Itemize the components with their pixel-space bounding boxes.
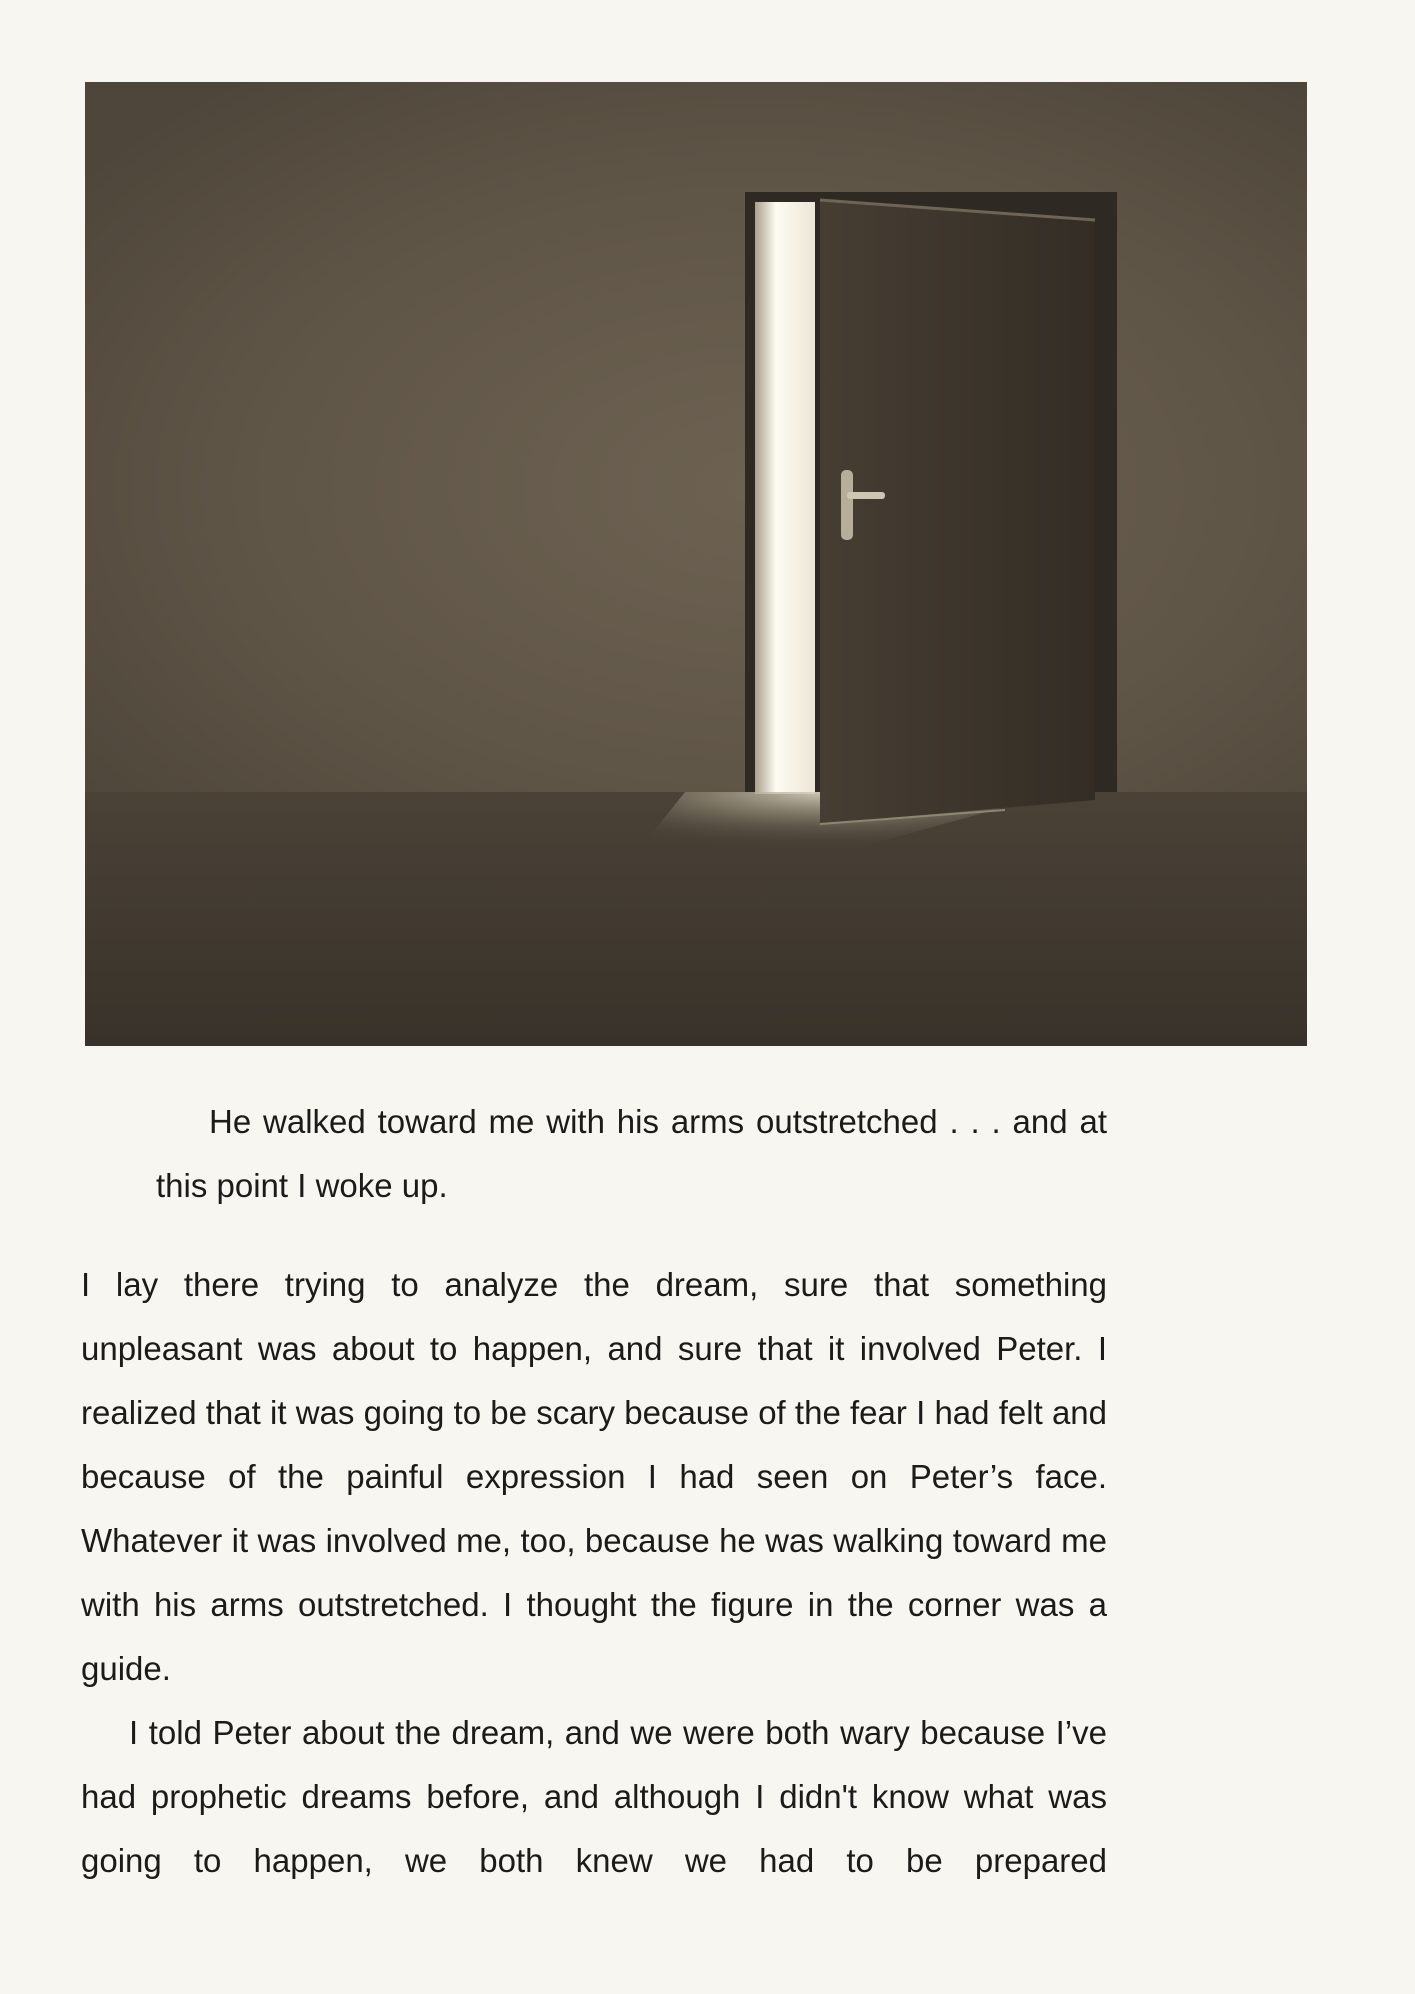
light-slit	[755, 202, 815, 794]
open-door-image	[85, 82, 1307, 1046]
quoted-dream-passage	[81, 1090, 1107, 1218]
door-illustration	[85, 82, 1307, 1046]
paragraph-1: I lay there trying to analyze the dream, sure that something unpleasant was about to happen, and sure that it involved Peter. I realized that it was going to be scary because of the fear I had felt and because of the painful expression I had seen on Peter’s face. Whatever it was involved me, too, because he was walking toward me with his arms outstretched. I thought the figure in the corner was a guide.	[81, 1266, 1107, 1687]
door-lock-plate	[841, 470, 853, 540]
body-text	[81, 1253, 1107, 1893]
quote-text: He walked toward me with his arms outstretched . . . and at this point I woke up.	[156, 1103, 1107, 1204]
paragraph-2: I told Peter about the dream, and we were both wary because I’ve had prophetic dreams before, and although I didn't know what was going to happen, we both knew we had to be prepared	[81, 1714, 1107, 1879]
wall	[85, 82, 1307, 818]
door-handle	[847, 492, 885, 499]
door	[820, 200, 1095, 824]
